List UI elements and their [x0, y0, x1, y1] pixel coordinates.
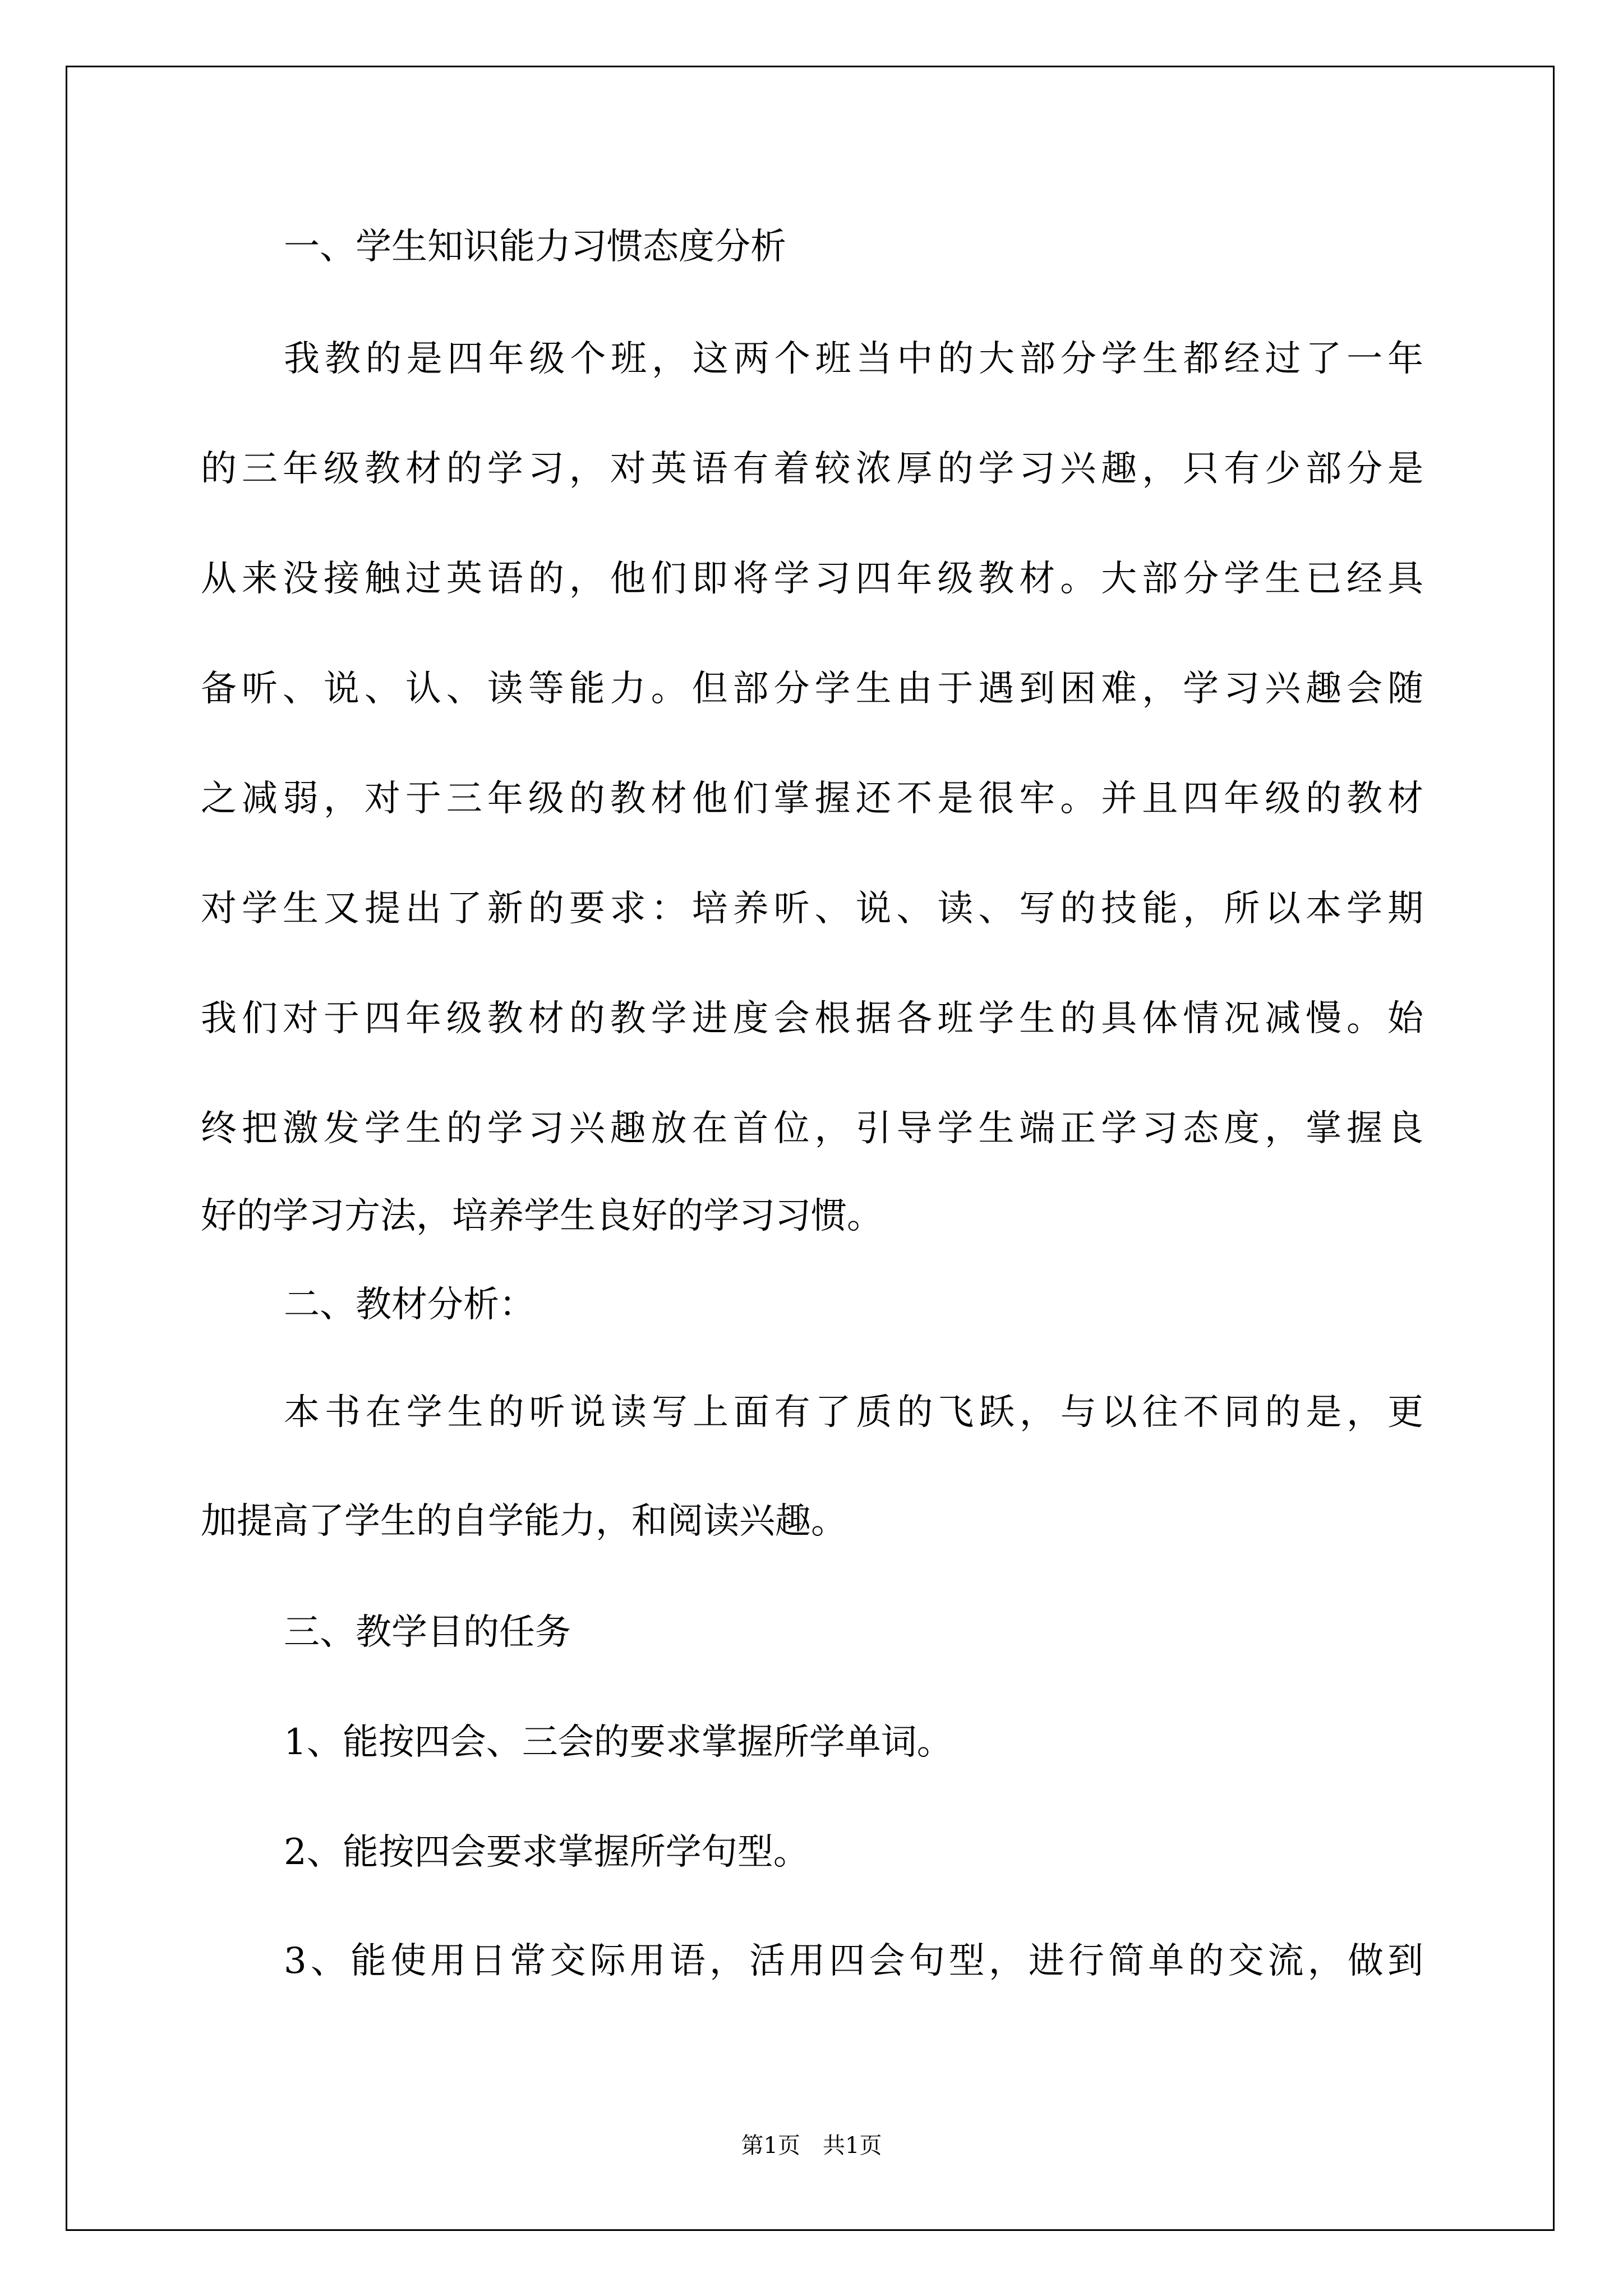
- list-item: 3、能使用日常交际用语，活用四会句型，进行简单的交流，做到: [284, 1940, 1423, 1982]
- list-item: 1、能按四会、三会的要求掌握所学单词。: [284, 1722, 953, 1763]
- paragraph-line: 的三年级教材的学习，对英语有着较浓厚的学习兴趣，只有少部分是: [201, 448, 1423, 490]
- paragraph-line: 对学生又提出了新的要求：培养听、说、读、写的技能，所以本学期: [201, 888, 1423, 930]
- list-item: 2、能按四会要求掌握所学句型。: [284, 1832, 809, 1873]
- page-number-footer: 第1页 共1页: [741, 2133, 882, 2159]
- section-heading-2: 二、教材分析：: [284, 1284, 535, 1326]
- paragraph-line: 我教的是四年级个班，这两个班当中的大部分学生都经过了一年: [284, 338, 1423, 380]
- paragraph-line: 终把激发学生的学习兴趣放在首位，引导学生端正学习态度，掌握良: [201, 1108, 1423, 1149]
- paragraph-line: 从来没接触过英语的，他们即将学习四年级教材。大部分学生已经具: [201, 558, 1423, 600]
- section-heading-1: 一、学生知识能力习惯态度分析: [284, 226, 786, 268]
- section-heading-3: 三、教学目的任务: [284, 1612, 571, 1653]
- paragraph-line: 我们对于四年级教材的教学进度会根据各班学生的具体情况减慢。始: [201, 998, 1423, 1039]
- paragraph-line: 本书在学生的听说读写上面有了质的飞跃，与以往不同的是，更: [284, 1392, 1423, 1433]
- paragraph-line: 之减弱，对于三年级的教材他们掌握还不是很牢。并且四年级的教材: [201, 778, 1423, 820]
- paragraph-line: 备听、说、认、读等能力。但部分学生由于遇到困难，学习兴趣会随: [201, 668, 1423, 710]
- paragraph-line: 好的学习方法，培养学生良好的学习习惯。: [201, 1195, 883, 1237]
- paragraph-line: 加提高了学生的自学能力，和阅读兴趣。: [201, 1501, 847, 1542]
